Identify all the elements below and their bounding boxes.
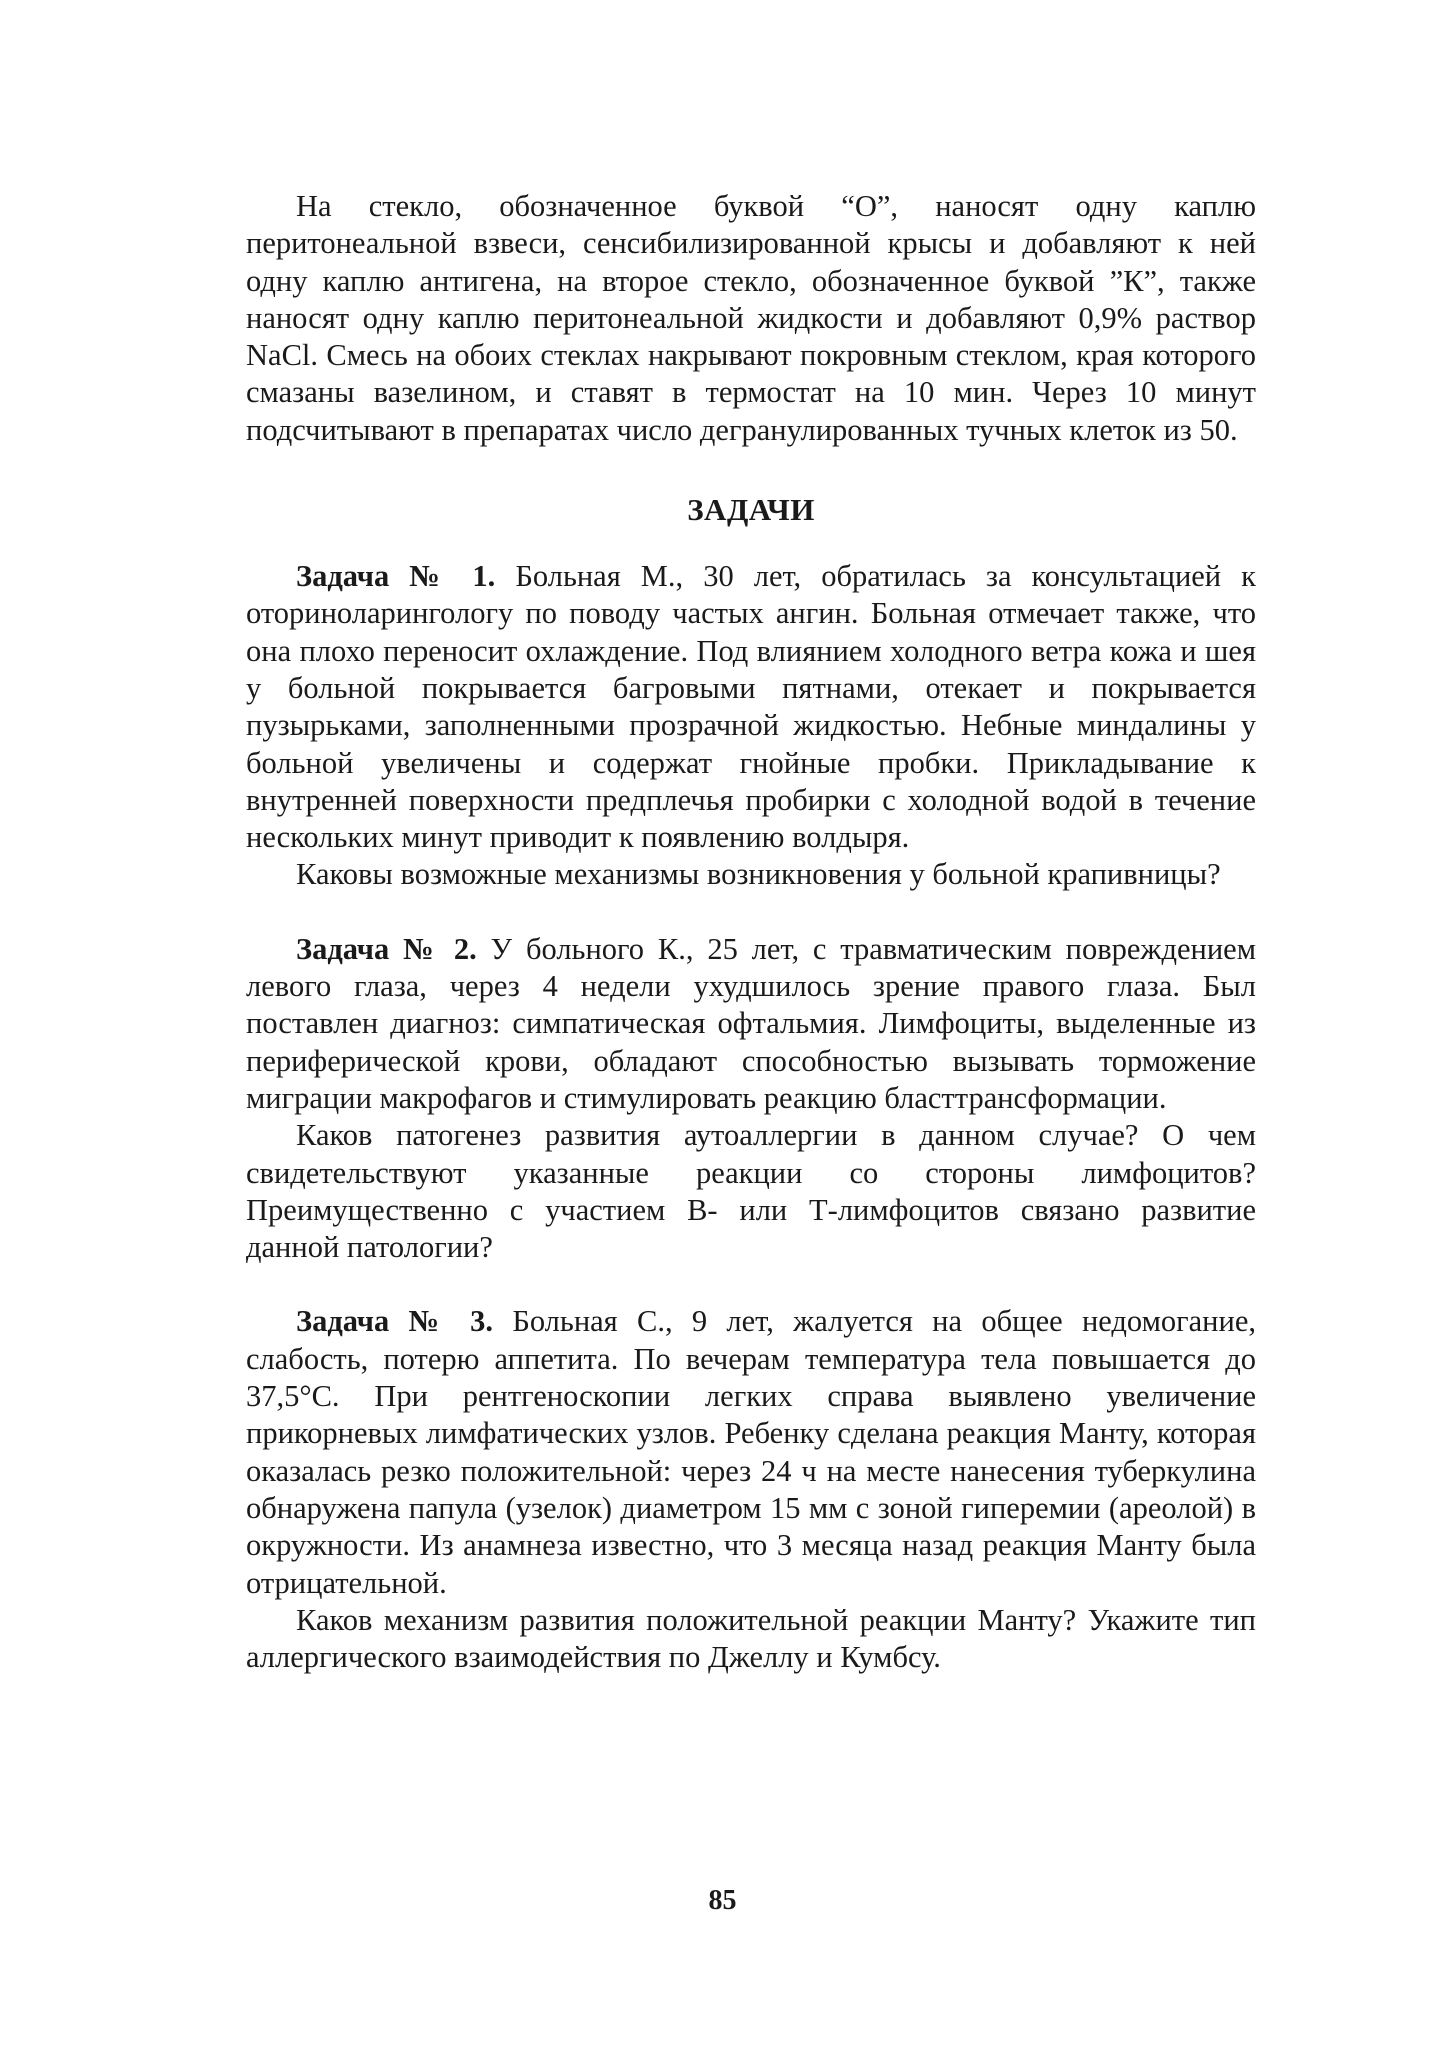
task-2-body: У больного К., 25 лет, с травматическим повреждением левого глаза, через 4 недели ухудшилось зрение правого глаза. Был поставлен диагноз: симпатическая офтальмия. Лимфоциты, выделенные из периферической крови, обладают способностью вызывать торможение миграции макрофагов и стимулировать реакцию бласттрансформации. (246, 931, 1256, 1115)
task-2-question: Каков патогенез развития аутоаллергии в данном случае? О чем свидетельствуют указанные реакции со стороны лимфоцитов? Преимущественно с участием В- или Т-лимфоцитов связано развитие данной патологии? (246, 1118, 1256, 1265)
task-3-question: Каков механизм развития положительной реакции Манту? Укажите тип аллергического взаимодействия по Джеллу и Кумбсу. (246, 1602, 1256, 1675)
task-2-label: Задача № 2. (296, 931, 477, 966)
section-heading: ЗАДАЧИ (687, 492, 815, 528)
task-1-body: Больная М., 30 лет, обратилась за консультацией к оториноларингологу по поводу частых ангин. Больная отмечает также, что она плохо переносит охлаждение. Под влиянием холодного ветра кожа и шея у больной покрывается багровыми пятнами, отекает и покрывается пузырьками, заполненными прозрачной жидкостью. Небные миндалины у больной увеличены и содержат гнойные пробки. Прикладывание к внутренней поверхности предплечья пробирки с холодной водой в течение нескольких минут приводит к появлению волдыря. (246, 559, 1257, 855)
task-2-text (246, 931, 1256, 1117)
task-2 (246, 931, 1256, 1267)
task-3 (246, 1303, 1256, 1676)
task-3-text (246, 1303, 1256, 1601)
intro-paragraph: На стекло, обозначенное буквой “О”, наносят одну каплю перитонеальной взвеси, сенсибилизированной крысы и добавляют к ней одну каплю антигена, на второе стекло, обозначенное буквой ”К”, также наносят одну каплю перитонеальной жидкости и добавляют 0,9% раствор NaCl. Смесь на обоих стеклах накрывают покровным стеклом, края которого смазаны вазелином, и ставят в термостат на 10 мин. Через 10 минут подсчитывают в препаратах число дегранулированных тучных клеток из 50. (246, 189, 1256, 447)
task-3-body: Больная С., 9 лет, жалуется на общее недомогание, слабость, потерю аппетита. По вечерам температура тела повышается до 37,5°С. При рентгеноскопии легких справа выявлено увеличение прикорневых лимфатических узлов. Ребенку сделана реакция Манту, которая оказалась резко положительной: через 24 ч на месте нанесения туберкулина обнаружена папула (узелок) диаметром 15 мм с зоной гиперемии (ареолой) в окружности. Из анамнеза известно, что 3 месяца назад реакция Манту была отрицательной. (246, 1304, 1256, 1600)
task-1-question: Каковы возможные механизмы возникновения у больной крапивницы? (296, 857, 1221, 892)
task-1-label: Задача № 1. (296, 559, 496, 594)
task-3-label: Задача № 3. (296, 1304, 494, 1339)
task-1 (246, 558, 1256, 894)
page-number: 85 (708, 1885, 737, 1916)
page-body (246, 188, 1256, 1676)
task-1-text (246, 558, 1256, 856)
